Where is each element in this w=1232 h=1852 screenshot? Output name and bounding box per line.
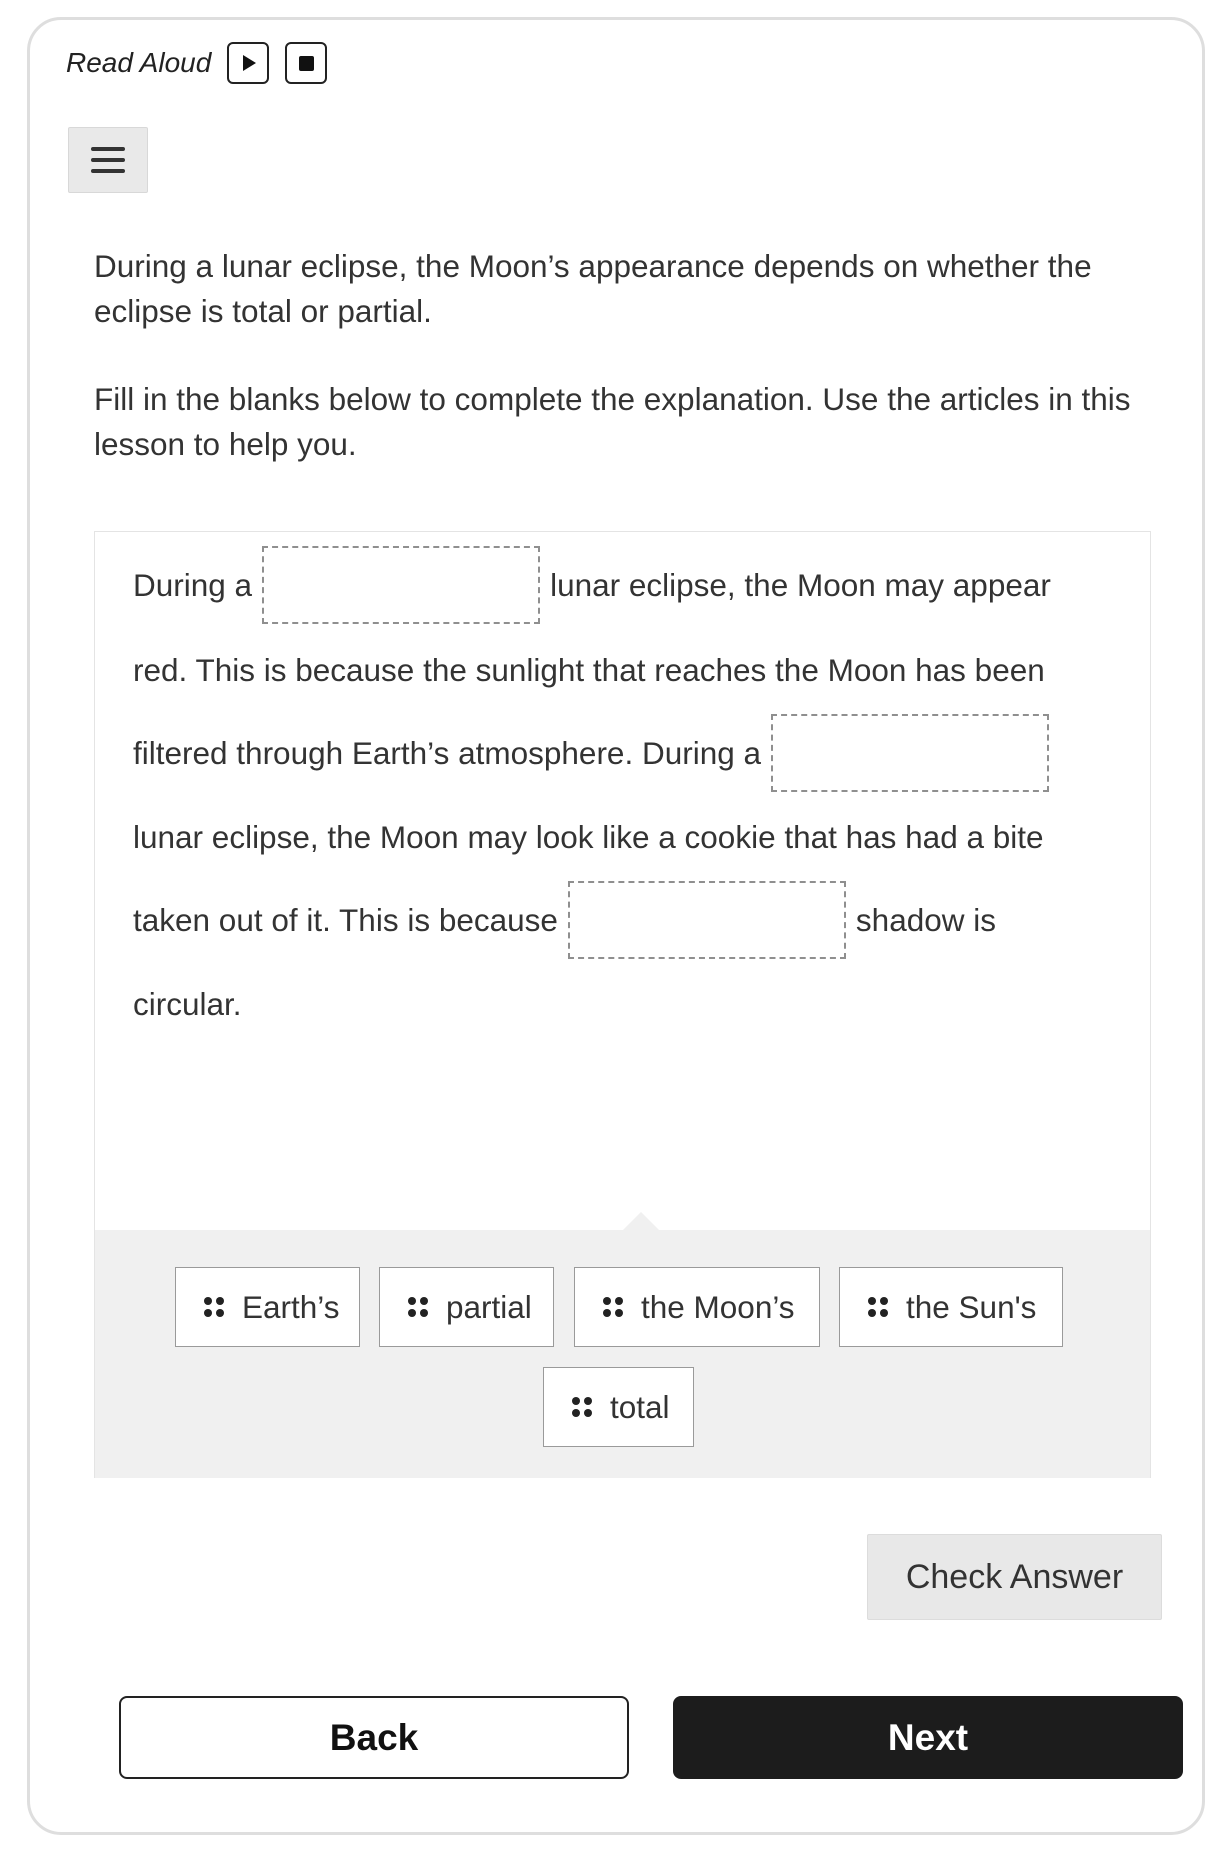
word-chip-total[interactable]: [543, 1367, 694, 1447]
next-button[interactable]: Next: [673, 1696, 1183, 1779]
drag-handle-icon: [572, 1397, 592, 1417]
menu-button[interactable]: [68, 127, 148, 193]
read-aloud-label: Read Aloud: [66, 47, 212, 78]
passage-line: [133, 880, 996, 960]
blank-1-drop-zone[interactable]: [262, 546, 540, 624]
word-chip-label: the Moon’s: [641, 1288, 795, 1325]
drag-handle-icon: [408, 1297, 428, 1317]
word-chip-label: the Sun's: [906, 1288, 1037, 1325]
word-chip-earths[interactable]: [175, 1267, 360, 1347]
fill-in-blank-activity: [94, 531, 1151, 1478]
word-chip-label: Earth’s: [242, 1288, 340, 1325]
instructions-paragraph: Fill in the blanks below to complete the explanation. Use the articles in this lesson to help you.: [94, 381, 1131, 462]
intro-paragraph: During a lunar eclipse, the Moon’s appearance depends on whether the eclipse is total or partial.: [94, 248, 1092, 329]
blank-2-drop-zone[interactable]: [771, 714, 1049, 792]
passage-line: [133, 964, 242, 1044]
drag-handle-icon: [204, 1297, 224, 1317]
stop-icon: [299, 56, 314, 71]
word-chip-the-moons[interactable]: [574, 1267, 820, 1347]
passage-text: filtered through Earth’s atmosphere. During a: [133, 734, 762, 771]
word-bank-pointer: [623, 1212, 659, 1230]
passage-text: shadow is: [855, 901, 996, 938]
word-bank: [95, 1230, 1150, 1478]
passage-line: [133, 713, 1059, 793]
passage-text: circular.: [133, 985, 242, 1022]
passage-text: During a: [133, 566, 253, 603]
hamburger-menu-icon: [91, 147, 125, 151]
play-icon: [243, 55, 256, 71]
lesson-card: [27, 17, 1205, 1835]
instructions: [94, 244, 1144, 510]
passage-text: red. This is because the sunlight that reaches the Moon has been: [133, 651, 1045, 688]
word-chip-label: total: [610, 1388, 670, 1425]
passage-line: [133, 630, 1045, 710]
stop-button[interactable]: [285, 42, 327, 84]
drag-handle-icon: [868, 1297, 888, 1317]
passage-line: [133, 797, 1044, 877]
check-answer-button[interactable]: Check Answer: [867, 1534, 1162, 1620]
blank-3-drop-zone[interactable]: [568, 881, 846, 959]
word-chip-label: partial: [446, 1288, 532, 1325]
drag-handle-icon: [603, 1297, 623, 1317]
word-chip-partial[interactable]: [379, 1267, 554, 1347]
play-button[interactable]: [227, 42, 269, 84]
word-chip-the-suns[interactable]: [839, 1267, 1063, 1347]
passage-line: [133, 545, 1051, 625]
back-button[interactable]: Back: [119, 1696, 629, 1779]
read-aloud-bar: [66, 41, 343, 85]
passage-text: taken out of it. This is because: [133, 901, 558, 938]
passage-text: lunar eclipse, the Moon may appear: [550, 566, 1051, 603]
passage-text: lunar eclipse, the Moon may look like a cookie that has had a bite: [133, 818, 1044, 855]
